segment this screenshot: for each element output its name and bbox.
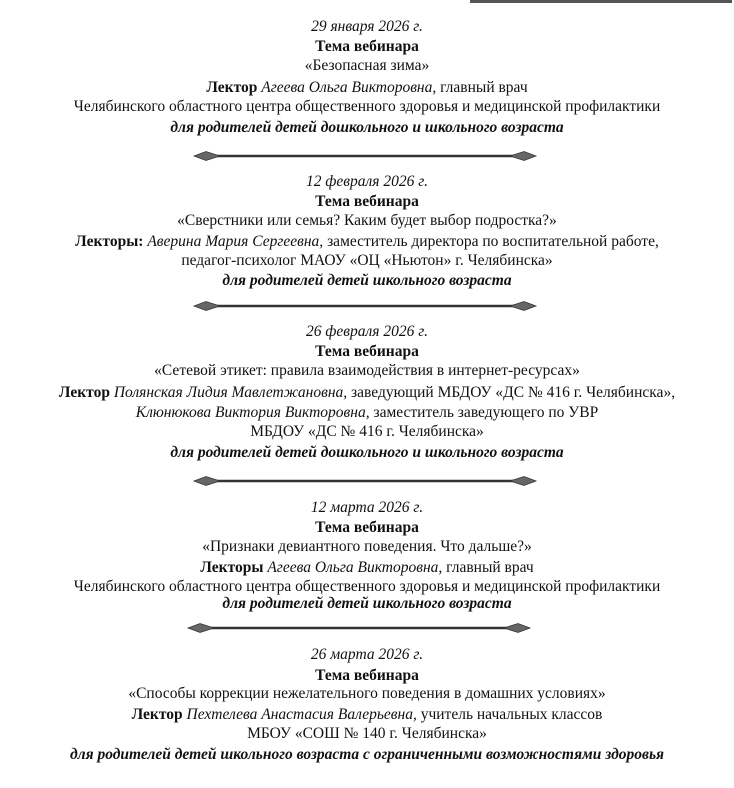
webinar-title-label	[0, 193, 734, 211]
lecturer-line	[0, 98, 734, 116]
ornamental-divider	[0, 150, 734, 162]
title-label-text: Тема вебинара	[315, 193, 419, 210]
lecturer-line	[0, 423, 734, 441]
lecturer-line	[0, 404, 734, 422]
webinar-date	[0, 646, 734, 664]
lecturer-name: Агеева Ольга Викторовна,	[261, 79, 437, 96]
title-label-text: Тема вебинара	[315, 38, 419, 55]
audience-text: для родителей детей дошкольного и школьного возраста	[170, 444, 564, 461]
webinar-audience	[0, 444, 734, 462]
lecturer-position: Челябинского областного центра общественного здоровья и медицинской профилактики	[73, 98, 661, 115]
lecturer-line	[0, 233, 734, 251]
lecturer-position: заместитель директора по воспитательной работе,	[323, 233, 659, 250]
lecturer-position: главный врач	[436, 79, 528, 96]
lecturer-label: Лекторы	[200, 559, 264, 576]
date-text: 12 февраля 2026 г.	[306, 173, 428, 190]
webinar-audience	[0, 119, 734, 137]
lecturer-label: Лектор	[206, 79, 258, 96]
webinar-topic	[0, 538, 734, 556]
lecturer-label: Лектор	[58, 384, 110, 401]
webinar-date	[0, 499, 734, 517]
lecturer-position: заместитель заведующего по УВР	[369, 404, 599, 421]
lecturer-position: педагог-психолог МАОУ «ОЦ «Ньютон» г. Челябинска»	[181, 252, 553, 269]
webinar-title-label	[0, 343, 734, 361]
lecturer-line	[0, 578, 734, 596]
webinar-topic	[0, 685, 734, 703]
title-label-text: Тема вебинара	[315, 519, 419, 536]
lecturer-line	[0, 384, 734, 402]
lecturer-name: Аверина Мария Сергеевна,	[147, 233, 324, 250]
ornamental-divider	[0, 475, 734, 487]
webinar-title-label	[0, 38, 734, 56]
webinar-date	[0, 173, 734, 191]
audience-text: для родителей детей школьного возраста	[222, 595, 512, 612]
lecturer-line	[0, 706, 734, 724]
webinar-title-label	[0, 519, 734, 537]
topic-text: «Сверстники или семья? Каким будет выбор подростка?»	[177, 212, 557, 229]
lecturer-label: Лектор	[131, 706, 183, 723]
lecturer-line	[0, 252, 734, 270]
webinar-topic	[0, 212, 734, 230]
ornamental-divider	[0, 622, 734, 634]
lecturer-name: Полянская Лидия Мавлетжановна,	[113, 384, 348, 401]
lecturer-position: МБОУ «СОШ № 140 г. Челябинска»	[247, 725, 487, 742]
webinar-audience	[0, 746, 734, 764]
lecturer-name: Пехтелева Анастасия Валерьевна,	[186, 706, 417, 723]
webinar-title-label	[0, 667, 734, 685]
date-text: 26 марта 2026 г.	[310, 646, 424, 663]
webinar-audience	[0, 272, 734, 290]
audience-text: для родителей детей школьного возраста с ограниченными возможностями здоровья	[69, 746, 665, 763]
topic-text: «Сетевой этикет: правила взаимодействия в интернет-ресурсах»	[154, 362, 580, 379]
webinar-audience	[0, 595, 734, 613]
lecturer-line	[0, 725, 734, 743]
lecturer-position: главный врач	[442, 559, 534, 576]
date-text: 26 февраля 2026 г.	[306, 323, 428, 340]
lecturer-line	[0, 79, 734, 97]
webinar-date	[0, 18, 734, 36]
lecturer-position: заведующий МБДОУ «ДС № 416 г. Челябинска»,	[347, 384, 676, 401]
topic-text: «Признаки девиантного поведения. Что дальше?»	[202, 538, 532, 555]
title-label-text: Тема вебинара	[315, 343, 419, 360]
topic-text: «Безопасная зима»	[304, 57, 430, 74]
webinar-date	[0, 323, 734, 341]
lecturer-position: Челябинского областного центра общественного здоровья и медицинской профилактики	[73, 578, 661, 595]
top-edge-bar	[470, 0, 732, 3]
ornamental-divider	[0, 300, 734, 312]
title-label-text: Тема вебинара	[315, 667, 419, 684]
date-text: 29 января 2026 г.	[311, 18, 423, 35]
lecturer-position: МБДОУ «ДС № 416 г. Челябинска»	[250, 423, 484, 440]
topic-text: «Способы коррекции нежелательного поведения в домашних условиях»	[128, 685, 606, 702]
webinar-topic	[0, 57, 734, 75]
lecturer-line	[0, 559, 734, 577]
lecturer-name: Клюнюкова Виктория Викторовна,	[135, 404, 370, 421]
webinar-topic	[0, 362, 734, 380]
audience-text: для родителей детей школьного возраста	[222, 272, 512, 289]
lecturer-name: Агеева Ольга Викторовна,	[267, 559, 443, 576]
audience-text: для родителей детей дошкольного и школьного возраста	[170, 119, 564, 136]
date-text: 12 марта 2026 г.	[310, 499, 424, 516]
lecturer-label: Лекторы:	[75, 233, 144, 250]
lecturer-position: учитель начальных классов	[416, 706, 603, 723]
